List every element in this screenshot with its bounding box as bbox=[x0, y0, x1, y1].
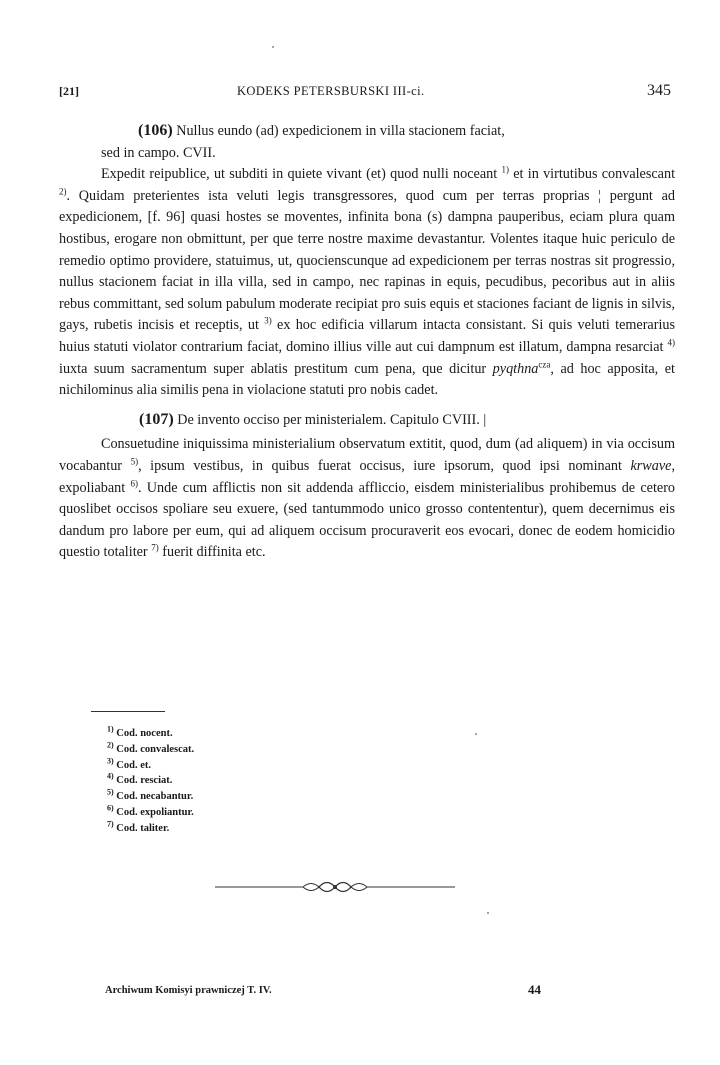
text-run: fuerit diffinita etc. bbox=[162, 544, 266, 561]
footnote-item bbox=[107, 758, 194, 774]
text-run: , expoliabant bbox=[59, 457, 676, 496]
footnote-ref: 5) bbox=[130, 456, 139, 467]
text-run: iuxta suum sacramentum super ablatis prestitum cum pena, que dicitur bbox=[59, 360, 487, 377]
section-106-heading-cont bbox=[59, 143, 675, 165]
footnote-mark: 7) bbox=[107, 819, 114, 829]
footnote-ref: 3) bbox=[264, 315, 272, 326]
text-run: et in virtutibus convalescant bbox=[513, 166, 676, 183]
footnote-item bbox=[107, 742, 194, 758]
page-number: 345 bbox=[647, 82, 671, 99]
footnote-ref: 1) bbox=[501, 164, 509, 175]
print-speck bbox=[272, 46, 274, 48]
footnote-text: Cod. resciat. bbox=[116, 775, 173, 787]
text-run: Expedit reipublice, ut subditi in quiete vivant (et) quod nulli noceant bbox=[101, 166, 498, 183]
running-header bbox=[59, 82, 671, 102]
section-106-heading bbox=[59, 120, 675, 143]
footnote-ref: 4) bbox=[667, 337, 676, 348]
footnote-item bbox=[107, 789, 194, 805]
section-107-paragraph bbox=[59, 434, 675, 564]
footnote-text: Cod. et. bbox=[116, 759, 152, 771]
text-run: . Quidam preterientes ista veluti legis transgressores, quod cum per terras proprias ¦ pergunt ad expedicionem, [f. 96] quasi hostes se moventes, infinita bona (s) dampna pauperibus, eciam plura quam hostibus, erogare non obmittunt, per que terre nostre maxime devastantur. Volentes itaque huic periculo de remedio optimo providere, statuimus, ut, quocienscunque ad expedicionem per terras nostras sit progressio, nullus stacionem faciat in illa villa, sed in campo, nec rapinas in equis, pecudibus, pecoribus aut in aliis rebus committant, sed solum pabulum moderate recipiat pro suis equis et staciones faciant de lignis in silvis, gays, rubetis incisis et receptis, ut bbox=[59, 187, 675, 334]
ornament-divider-icon bbox=[215, 876, 455, 898]
term-superscript: cza bbox=[538, 358, 551, 369]
section-106-title-a: Nullus eundo (ad) expedicionem in villa stacionem faciat, bbox=[176, 123, 505, 139]
footnote-text: Cod. necabantur. bbox=[116, 791, 194, 803]
sheet-number: 44 bbox=[528, 982, 541, 997]
header-section-marker: [21] bbox=[59, 84, 79, 98]
footnote-ref: 6) bbox=[130, 477, 138, 488]
section-107-title: De invento occiso per ministerialem. Capitulo CVIII. | bbox=[177, 411, 487, 428]
page-footer bbox=[105, 982, 541, 1000]
footnote-item bbox=[107, 773, 194, 789]
term-pyqthna: pyqthna bbox=[492, 360, 539, 377]
footnote-text: Cod. nocent. bbox=[116, 728, 173, 739]
footnote-mark: 6) bbox=[107, 803, 114, 813]
footnotes-list bbox=[107, 726, 194, 837]
footnote-mark: 3) bbox=[107, 756, 114, 766]
footnote-ref: 7) bbox=[151, 542, 159, 553]
footnote-text: Cod. expoliantur. bbox=[116, 806, 194, 818]
header-title: KODEKS PETERSBURSKI III-ci. bbox=[237, 84, 425, 98]
footnote-divider bbox=[91, 711, 165, 712]
footnote-text: Cod. taliter. bbox=[116, 822, 170, 834]
text-run: , ad hoc apposita, et nichilominus alia similis pena in violacione statuti pro nobis cadet. bbox=[59, 360, 675, 399]
print-speck bbox=[487, 912, 489, 914]
footnote-item bbox=[107, 726, 194, 742]
footnote-ref: 2) bbox=[59, 186, 67, 197]
footnote-text: Cod. convalescat. bbox=[116, 743, 195, 755]
term-krwave: krwave bbox=[630, 457, 672, 474]
text-run: ex hoc edificia villarum intacta consistant. Si quis veluti temerarius huius statuti violator contrarium faciat, domino illius ville aut cui dampnum est illatum, dampna resarciat bbox=[59, 317, 676, 355]
section-106-paragraph bbox=[59, 164, 675, 402]
section-107-heading bbox=[59, 409, 675, 432]
footnote-mark: 1) bbox=[107, 724, 114, 734]
text-run: , ipsum vestibus, in quibus fuerat occisus, iure ipsorum, quod ipsi nominant bbox=[138, 457, 622, 474]
text-run: Consuetudine iniquissima ministerialium observatum extitit, quod, dum (ad aliquem) in via occisum vocabantur bbox=[59, 436, 675, 474]
main-text bbox=[59, 120, 675, 564]
footnote-item bbox=[107, 805, 194, 821]
section-106-number: (106) bbox=[138, 122, 173, 139]
footnote-item bbox=[107, 821, 194, 837]
footnote-mark: 4) bbox=[107, 771, 114, 781]
footer-publication: Archiwum Komisyi prawniczej T. IV. bbox=[105, 985, 272, 996]
section-107-number: (107) bbox=[139, 410, 174, 428]
footnote-mark: 2) bbox=[107, 740, 114, 750]
text-run: . Unde cum afflictis non sit addenda affliccio, eisdem ministerialibus prohibemus de cetero quoslibet occisos spoliare seu exuere, (sed tantummodo unico grosso contententur), quem decernimus eis dandum pro labore per eum, qui ad aliquem occisum procuraverit eos evocari, donec de eodem homicidio questio totaliter bbox=[59, 479, 676, 561]
print-speck bbox=[475, 733, 477, 735]
footnote-mark: 5) bbox=[107, 787, 114, 797]
section-106-title-b: sed in campo. CVII. bbox=[101, 144, 216, 161]
